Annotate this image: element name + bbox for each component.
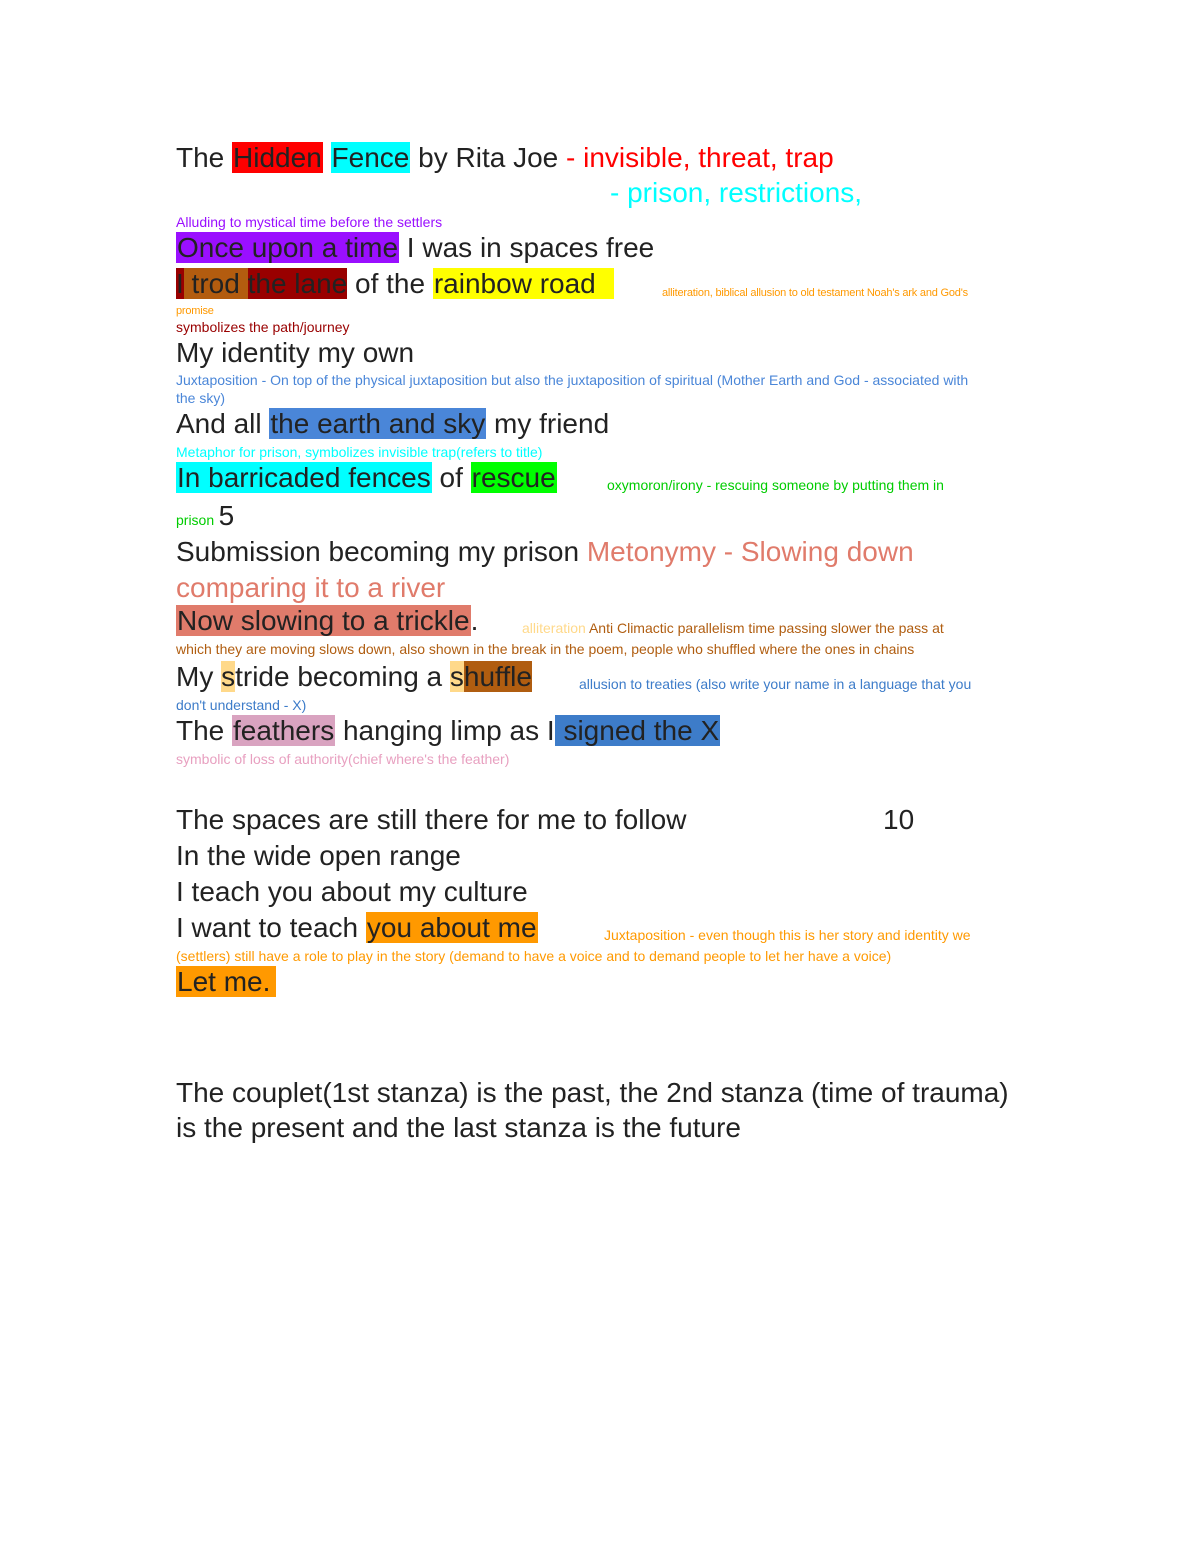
note-feather: symbolic of loss of authority(chief where's the feather) bbox=[176, 751, 510, 767]
highlight-let-me: Let me. bbox=[176, 966, 276, 997]
line9-hanging: hanging limp as I bbox=[335, 715, 555, 746]
note-allusion-treaties-b: don't understand - X) bbox=[176, 697, 307, 713]
poem-line-13 bbox=[176, 912, 538, 944]
highlight-s-stride: s bbox=[221, 661, 236, 692]
poem-line-14 bbox=[176, 966, 276, 998]
note-alliteration-line bbox=[522, 620, 944, 636]
highlight-you-about-me: you about me bbox=[366, 912, 537, 943]
line9-the: The bbox=[176, 715, 233, 746]
line1-rest: I was in spaces free bbox=[399, 232, 655, 263]
note-alliteration-biblical-a: alliteration, biblical allusion to old testament Noah's ark and God's bbox=[662, 287, 968, 299]
note-allusion-treaties-a: allusion to treaties (also write your name in a language that you bbox=[579, 676, 972, 692]
title-hidden-highlight: Hidden bbox=[233, 142, 322, 173]
highlight-i: I bbox=[176, 268, 184, 299]
poem-line-10: The spaces are still there for me to follow bbox=[176, 804, 687, 835]
poem-title bbox=[176, 142, 834, 174]
poem-line-11: In the wide open range bbox=[176, 840, 461, 871]
note-alluding: Alluding to mystical time before the settlers bbox=[176, 214, 443, 230]
note-oxymoron: oxymoron/irony - rescuing someone by putting them in bbox=[607, 477, 944, 493]
title-author: by Rita Joe bbox=[410, 142, 567, 173]
highlight-earth-sky: the earth and sky bbox=[270, 408, 486, 439]
poem-line-5-end bbox=[176, 500, 234, 532]
highlight-now-slowing: Now slowing to a trickle bbox=[177, 605, 470, 636]
title-fence-highlight: Fence bbox=[331, 142, 410, 173]
poem-line-1 bbox=[176, 232, 654, 264]
line4-and-all: And all bbox=[176, 408, 270, 439]
note-alliteration-biblical-b: promise bbox=[176, 305, 214, 317]
line-number-5: 5 bbox=[218, 500, 235, 531]
note-metonymy: Metonymy - Slowing down comparing it to a river bbox=[176, 536, 914, 603]
line8-tride: tride becoming a bbox=[235, 661, 450, 692]
highlight-trod: trod bbox=[183, 268, 248, 299]
highlight-s-shuffle: s bbox=[449, 661, 464, 692]
poem-line-8 bbox=[176, 661, 532, 693]
poem-line-5 bbox=[176, 462, 557, 494]
note-symbolizes-path: symbolizes the path/journey bbox=[176, 319, 350, 335]
line6-text: Submission becoming my prison bbox=[176, 536, 587, 567]
poem-line-7 bbox=[176, 605, 478, 637]
note-anticlimactic-a: Anti Climactic parallelism time passing slower the pass at bbox=[588, 620, 944, 636]
poem-line-9 bbox=[176, 715, 720, 747]
note-metaphor: Metaphor for prison, symbolizes invisible trap(refers to title) bbox=[176, 444, 543, 460]
highlight-rescue: rescue bbox=[471, 462, 556, 493]
highlight-the-lane: the lane bbox=[247, 268, 348, 299]
note-anticlimactic-b: which they are moving slows down, also shown in the break in the poem, people who shuffled where the ones in chains bbox=[176, 641, 915, 657]
line4-my-friend: my friend bbox=[486, 408, 610, 439]
poem-line-12: I teach you about my culture bbox=[176, 876, 528, 907]
line13-text: I want to teach bbox=[176, 912, 366, 943]
stanza-summary: The couplet(1st stanza) is the past, the 2nd stanza (time of trauma) is the present and the last stanza is the future bbox=[176, 1077, 1009, 1143]
title-annotation-cyan: - prison, restrictions, bbox=[610, 177, 863, 208]
highlight-huffle: huffle bbox=[463, 661, 532, 692]
line7-period: . bbox=[470, 605, 479, 636]
note-juxtaposition-2a: Juxtaposition - even though this is her story and identity we bbox=[604, 927, 971, 943]
line-number-10: 10 bbox=[883, 804, 915, 835]
title-annotation-red: - invisible, threat, trap bbox=[566, 142, 834, 173]
title-the: The bbox=[176, 142, 233, 173]
note-oxymoron-prison: prison bbox=[176, 512, 215, 528]
highlight-rainbow-road: rainbow road bbox=[433, 268, 614, 299]
line8-my: My bbox=[176, 661, 222, 692]
poem-line-4 bbox=[176, 408, 609, 440]
highlight-feathers: feathers bbox=[233, 715, 335, 746]
poem-line-3: My identity my own bbox=[176, 337, 415, 368]
poem-line-6 bbox=[176, 534, 1016, 606]
highlight-barricaded-fences: In barricaded fences bbox=[177, 462, 431, 493]
line5-of: of bbox=[431, 462, 471, 493]
line2-of-the: of the bbox=[347, 268, 433, 299]
highlight-signed-x: signed the X bbox=[555, 715, 720, 746]
poem-line-2 bbox=[176, 268, 614, 300]
note-juxtaposition-1: Juxtaposition - On top of the physical juxtaposition but also the juxtaposition of spiritual (Mother Earth and God - associated with the sky) bbox=[176, 372, 969, 406]
note-alliteration-2: alliteration bbox=[522, 620, 586, 636]
highlight-once-upon: Once upon a time bbox=[177, 232, 399, 263]
note-juxtaposition-2b: (settlers) still have a role to play in the story (demand to have a voice and to demand people to let her have a voice) bbox=[176, 948, 892, 964]
